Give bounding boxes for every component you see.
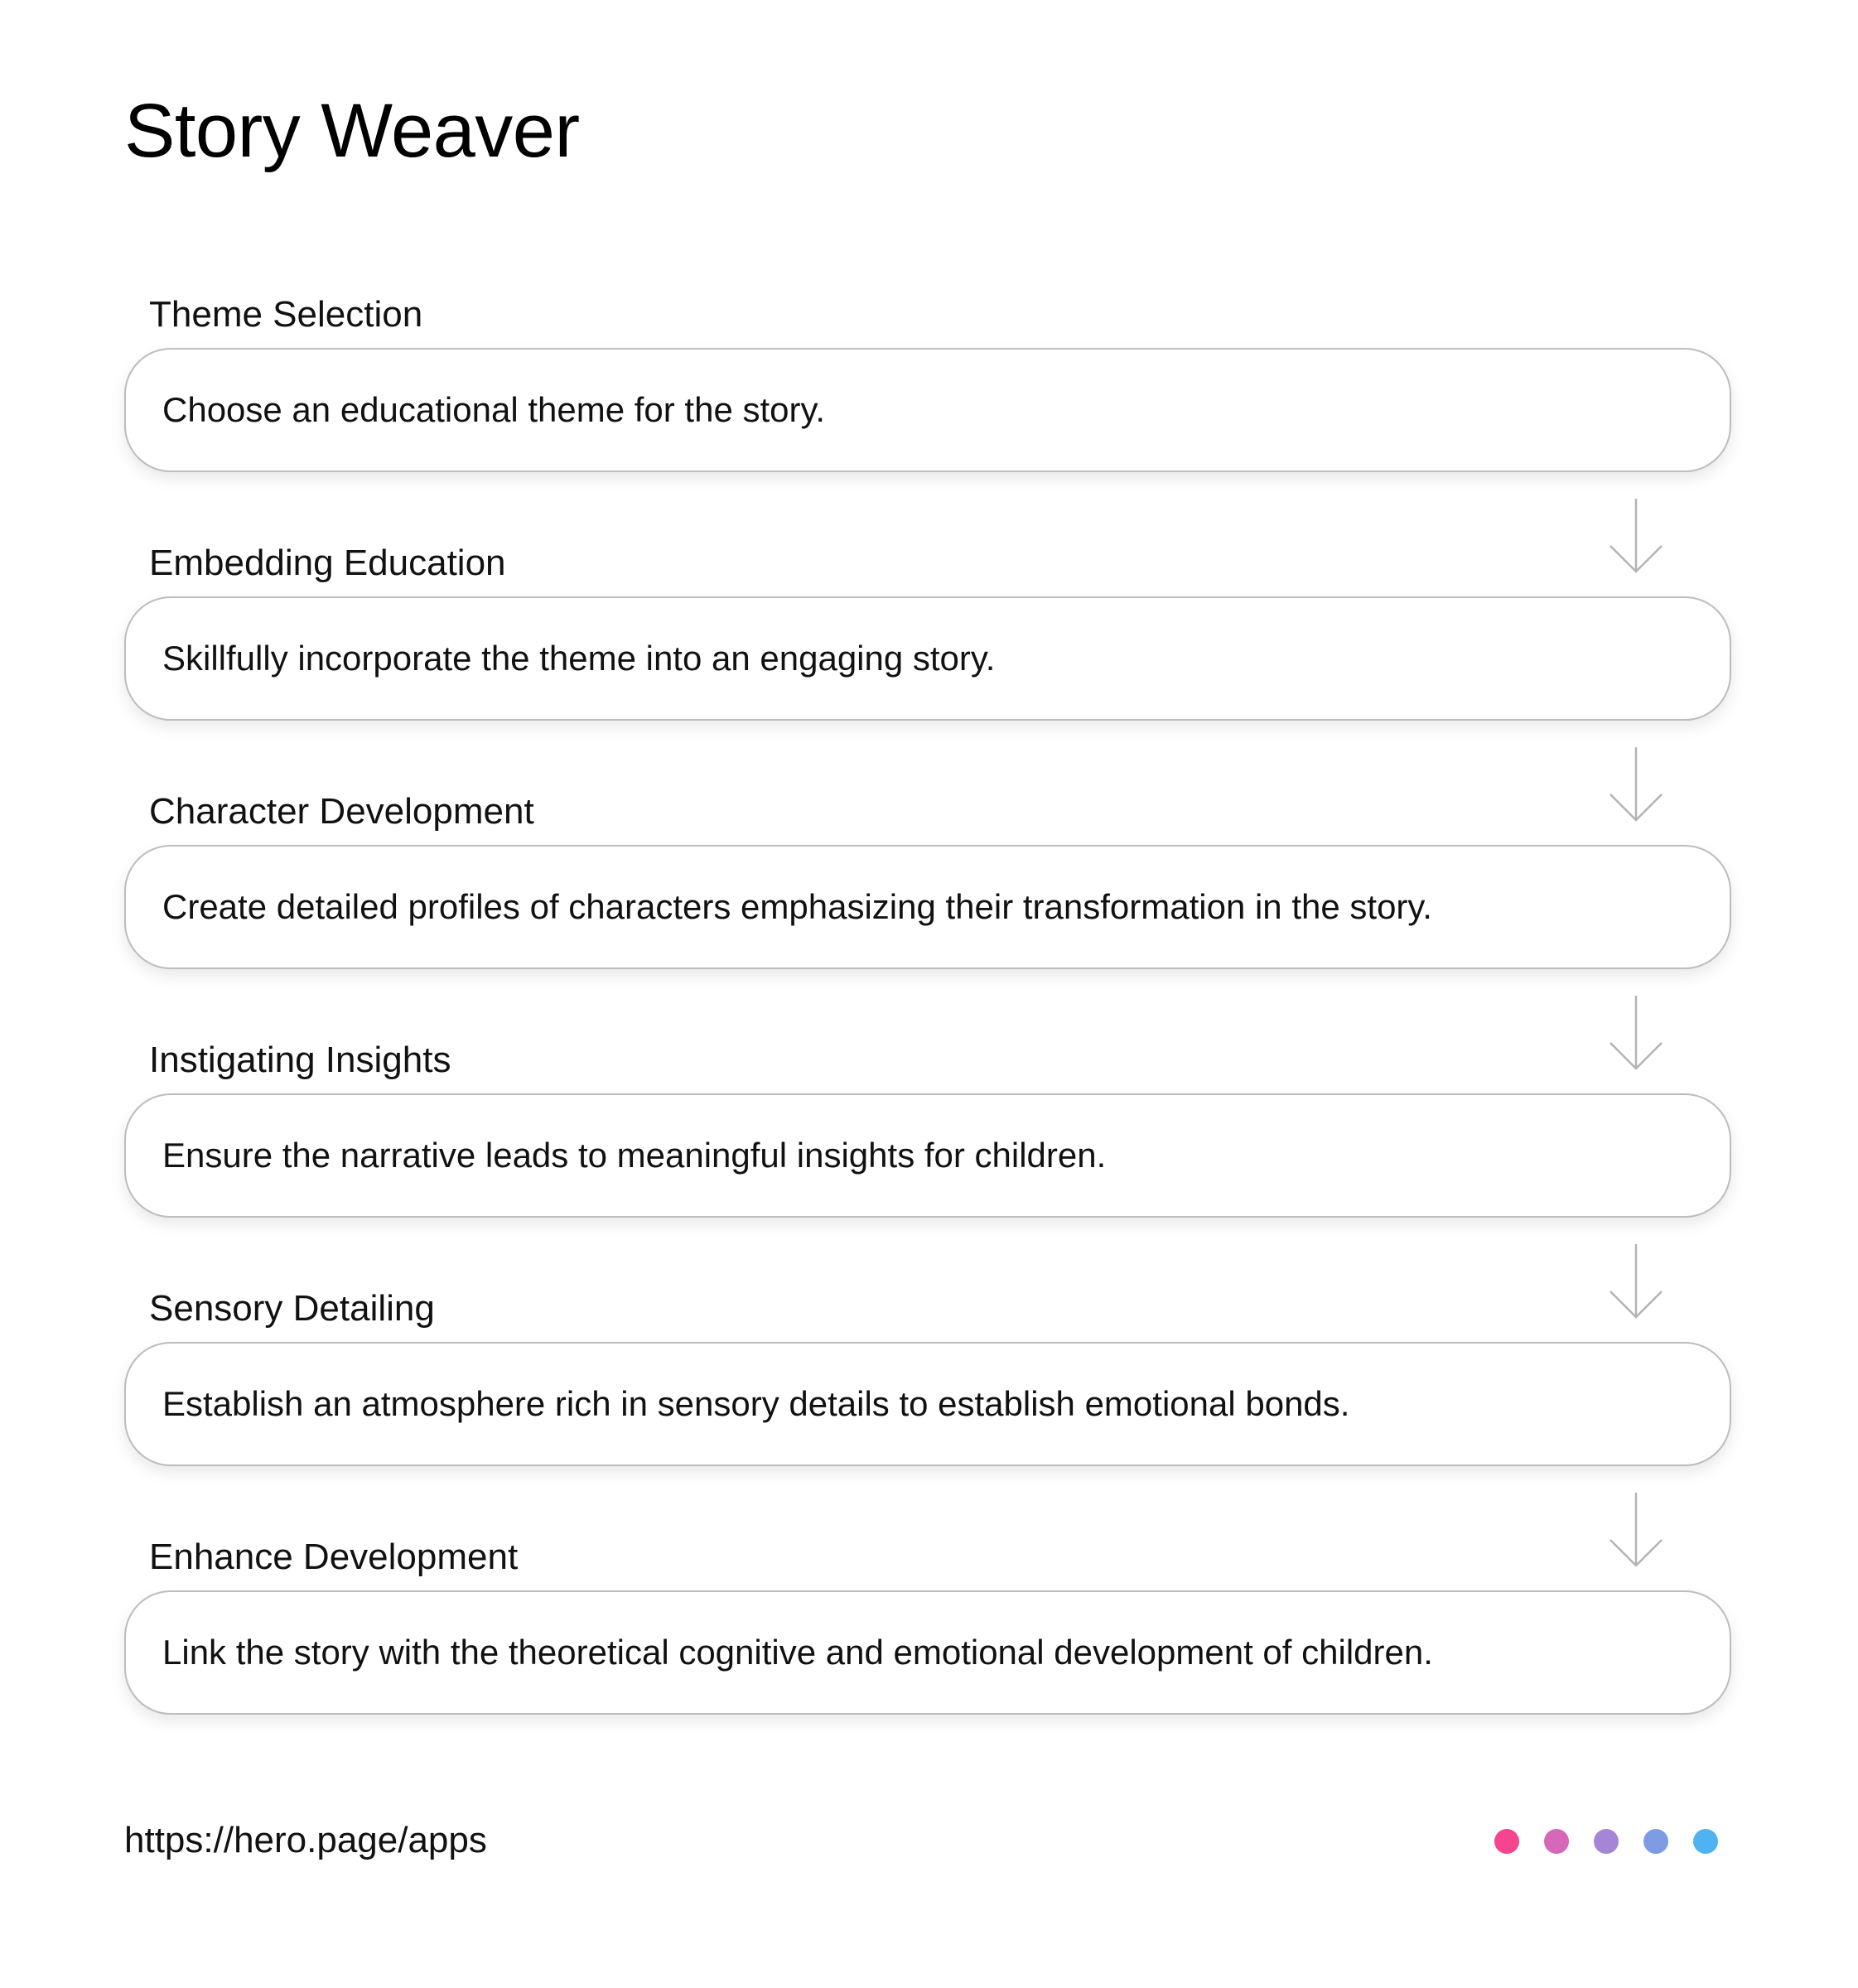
page-title: Story Weaver	[124, 89, 580, 173]
step-label: Instigating Insights	[149, 1040, 451, 1080]
step-description-box: Skillfully incorporate the theme into an engaging story.	[124, 596, 1731, 721]
step-description-box: Establish an atmosphere rich in sensory details to establish emotional bonds.	[124, 1342, 1731, 1466]
step-description-box: Ensure the narrative leads to meaningful insights for children.	[124, 1093, 1731, 1218]
step-enhance-development	[124, 1532, 1731, 1781]
step-embedding-education	[124, 538, 1731, 787]
step-instigating-insights	[124, 1035, 1731, 1284]
brand-dot	[1643, 1829, 1668, 1854]
brand-dot	[1544, 1829, 1569, 1854]
step-description-box: Link the story with the theoretical cognitive and emotional development of children.	[124, 1590, 1731, 1715]
footer-url[interactable]: https://hero.page/apps	[124, 1820, 487, 1860]
step-label: Theme Selection	[149, 294, 423, 335]
step-label: Sensory Detailing	[149, 1288, 435, 1329]
step-description-box: Choose an educational theme for the story.	[124, 348, 1731, 472]
step-character-development	[124, 787, 1731, 1035]
step-description-box: Create detailed profiles of characters emphasizing their transformation in the story.	[124, 845, 1731, 969]
step-label: Character Development	[149, 791, 534, 832]
brand-dot	[1693, 1829, 1718, 1854]
brand-dot	[1594, 1829, 1619, 1854]
step-label: Embedding Education	[149, 543, 506, 583]
brand-dot	[1494, 1829, 1519, 1854]
step-label: Enhance Development	[149, 1537, 519, 1577]
brand-dots	[1494, 1829, 1718, 1854]
step-theme-selection	[124, 290, 1731, 538]
step-sensory-detailing	[124, 1284, 1731, 1532]
flow-steps	[124, 290, 1731, 1781]
